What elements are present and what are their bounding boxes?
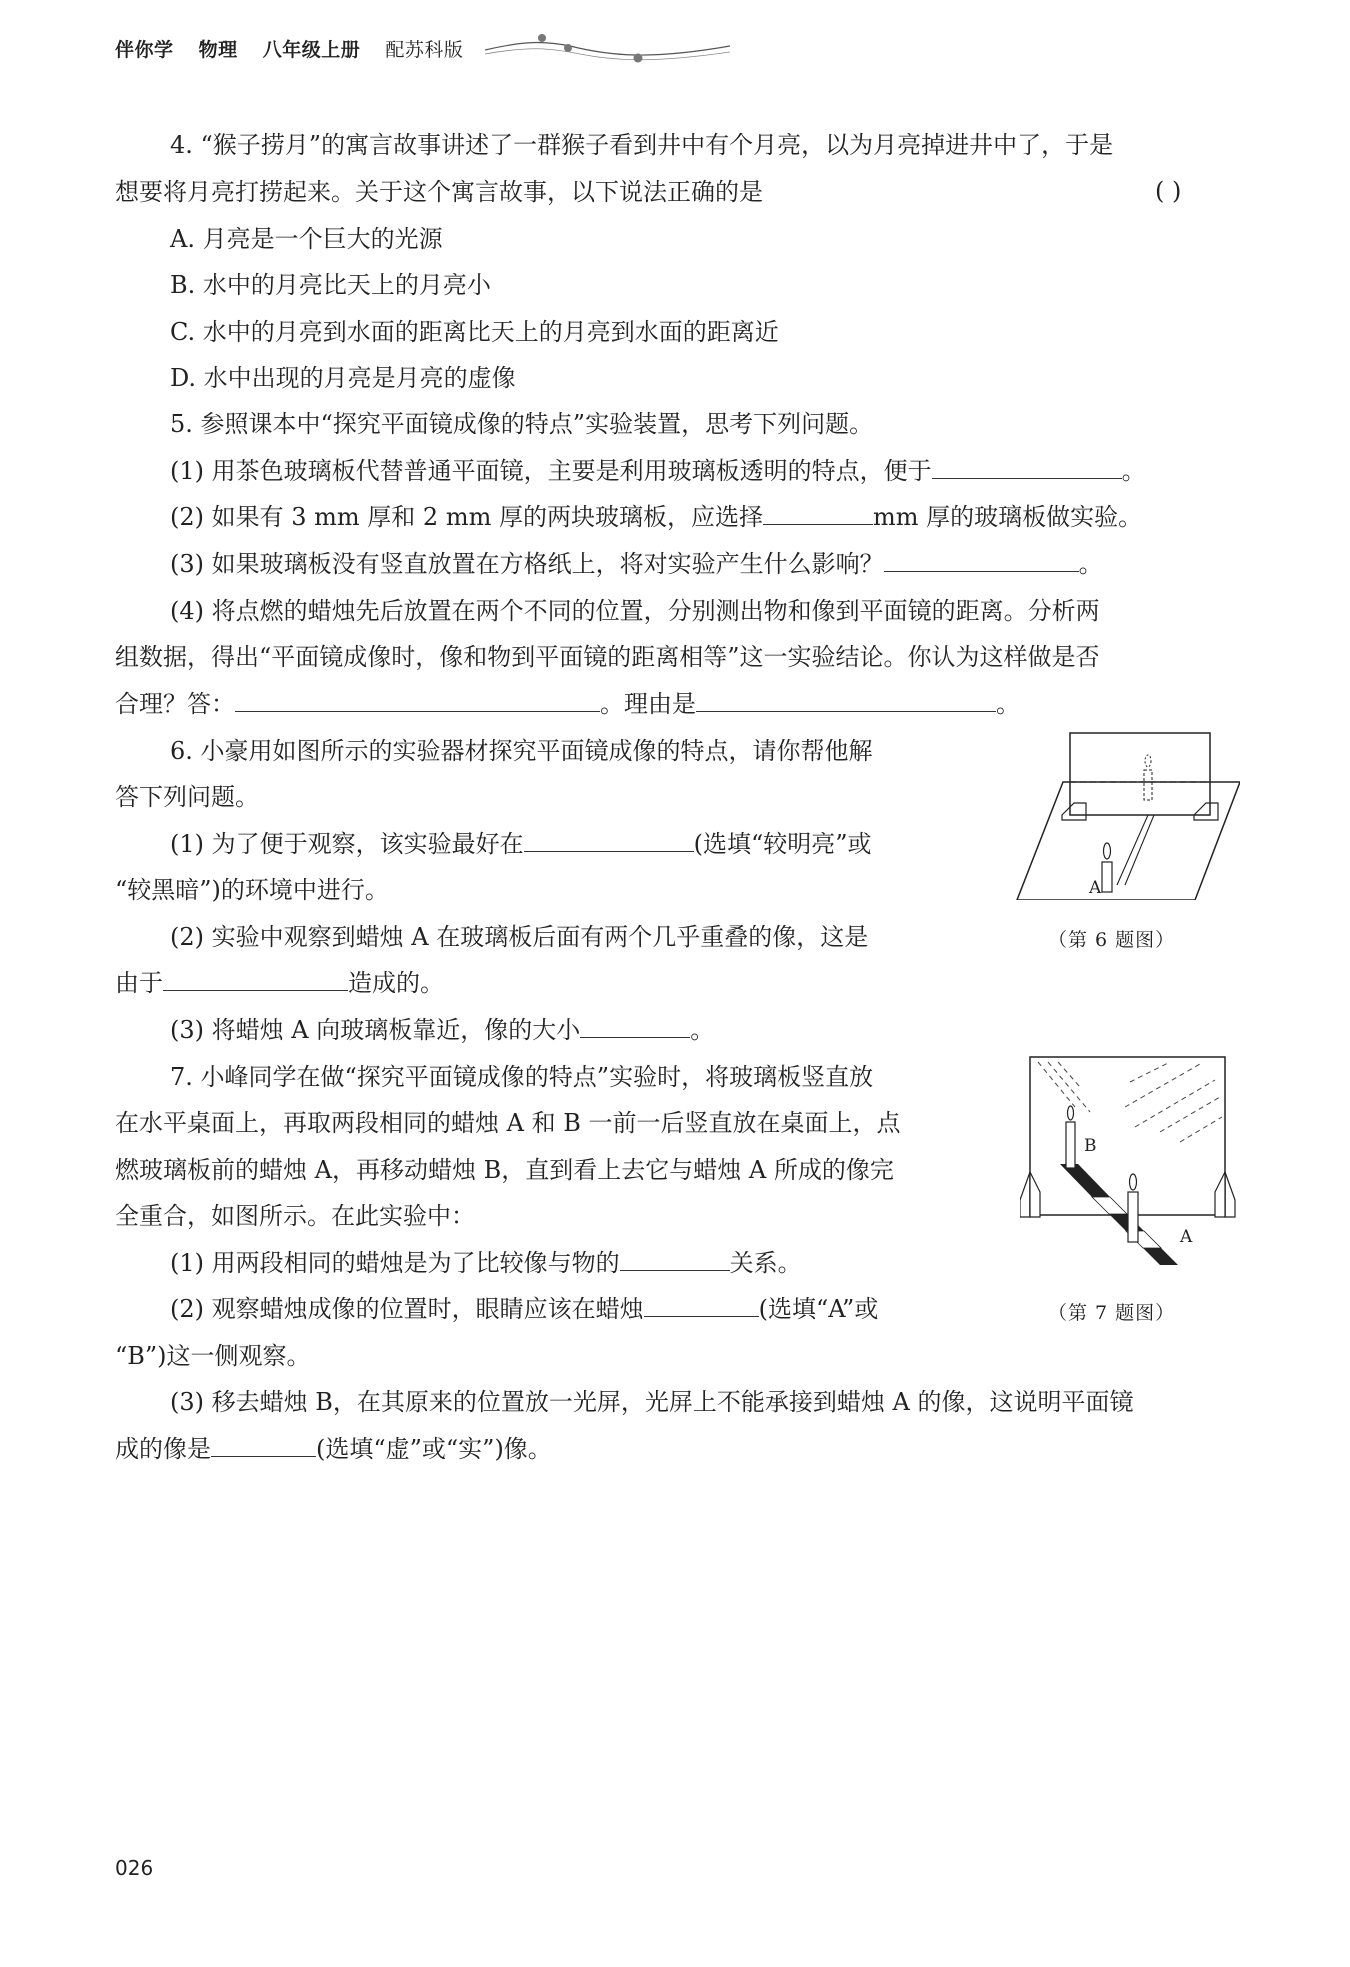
- q6-part2-line1: (2) 实验中观察到蜡烛 A 在玻璃板后面有两个几乎重叠的像，这是: [170, 923, 869, 951]
- q5-part4-answer-label: 合理？答：: [115, 690, 235, 718]
- q5-part2-text-b: mm 厚的玻璃板做实验。: [872, 503, 1143, 531]
- figure-7-caption: （第 7 题图）: [1048, 1302, 1176, 1324]
- q7-part2-line2: “B”)这一侧观察。: [115, 1342, 311, 1370]
- q5-part4-line1: (4) 将点燃的蜡烛先后放置在两个不同的位置，分别测出物和像到平面镜的距离。分析两: [170, 597, 1100, 625]
- q4-option-d: D. 水中出现的月亮是月亮的虚像: [170, 364, 516, 392]
- figure-7-diagram: [1020, 1052, 1250, 1277]
- figure-6-label-a: A: [1089, 878, 1102, 898]
- q4-option-b: B. 水中的月亮比天上的月亮小: [170, 271, 491, 299]
- q5-part4-reason-label: 。理由是: [600, 690, 696, 718]
- q4-answer-paren[interactable]: ( ): [1155, 177, 1182, 205]
- figure-7-label-b: B: [1084, 1136, 1097, 1156]
- q7-stem-line1: 7. 小峰同学在做“探究平面镜成像的特点”实验时，将玻璃板竖直放: [170, 1063, 874, 1091]
- q7-part2-text-a: (2) 观察蜡烛成像的位置时，眼睛应该在蜡烛: [170, 1295, 644, 1323]
- q7-part1-text-b: 关系。: [729, 1249, 802, 1277]
- header-grade: 八年级上册: [262, 39, 361, 61]
- q5-part2: [170, 502, 1142, 532]
- q4-option-c: C. 水中的月亮到水面的距离比天上的月亮到水面的距离近: [170, 318, 779, 346]
- q5-part3-end: 。: [1078, 550, 1103, 578]
- q7-part1: [170, 1248, 802, 1278]
- q7-part2-blank[interactable]: [644, 1294, 759, 1317]
- q7-part1-blank[interactable]: [620, 1248, 730, 1271]
- q6-part2-blank[interactable]: [163, 968, 348, 991]
- q4-stem-line2: 想要将月亮打捞起来。关于这个寓言故事，以下说法正确的是: [115, 178, 763, 206]
- page-number: 026: [115, 1856, 154, 1880]
- q6-part1-text-a: (1) 为了便于观察，该实验最好在: [170, 830, 524, 858]
- q5-part4-answer-blank[interactable]: [235, 689, 600, 712]
- q6-part2-text-b: 造成的。: [348, 969, 444, 997]
- q6-stem-line2: 答下列问题。: [115, 783, 259, 811]
- q7-stem-line2: 在水平桌面上，再取两段相同的蜡烛 A 和 B 一前一后竖直放在桌面上，点: [115, 1109, 901, 1137]
- q7-stem-line4: 全重合，如图所示。在此实验中：: [115, 1202, 475, 1230]
- q6-part2-text-a: 由于: [115, 969, 163, 997]
- q5-part1: [170, 456, 1146, 486]
- figure-6-diagram: [1015, 725, 1240, 900]
- q5-part1-end: 。: [1121, 457, 1146, 485]
- q7-part2-line1: [170, 1294, 878, 1324]
- header-edition: 配苏科版: [385, 39, 464, 61]
- figure-6-caption: （第 6 题图）: [1048, 929, 1176, 951]
- q4-option-a: A. 月亮是一个巨大的光源: [170, 225, 443, 253]
- q7-part2-text-b: (选填“A”或: [758, 1295, 879, 1323]
- q6-stem-line1: 6. 小豪用如图所示的实验器材探究平面镜成像的特点，请你帮他解: [170, 737, 873, 765]
- q5-part3-blank[interactable]: [884, 549, 1079, 572]
- q7-part3-text-a: 成的像是: [115, 1435, 211, 1463]
- header-subject: 物理: [198, 39, 238, 61]
- q5-part4-line3: [115, 689, 1020, 719]
- q6-part3-text: (3) 将蜡烛 A 向玻璃板靠近，像的大小: [170, 1016, 581, 1044]
- q5-part4-line2: 组数据，得出“平面镜成像时，像和物到平面镜的距离相等”这一实验结论。你认为这样做是否: [115, 643, 1100, 671]
- q7-part3-line2: [115, 1434, 552, 1464]
- q5-part2-text-a: (2) 如果有 3 mm 厚和 2 mm 厚的两块玻璃板，应选择: [170, 503, 763, 531]
- header-decoration: [480, 28, 740, 68]
- q7-part3-blank[interactable]: [211, 1434, 316, 1457]
- q6-part1-blank[interactable]: [524, 829, 694, 852]
- q7-stem-line3: 燃玻璃板前的蜡烛 A，再移动蜡烛 B，直到看上去它与蜡烛 A 所成的像完: [115, 1156, 894, 1184]
- q5-part4-reason-blank[interactable]: [696, 689, 996, 712]
- q6-part1-line1: [170, 829, 872, 859]
- q7-part3-line1: (3) 移去蜡烛 B，在其原来的位置放一光屏，光屏上不能承接到蜡烛 A 的像，这说明平面镜: [170, 1388, 1134, 1416]
- page-header: [115, 35, 481, 62]
- q7-part3-text-b: (选填“虚”或“实”)像。: [316, 1435, 552, 1463]
- q5-part3-text: (3) 如果玻璃板没有竖直放置在方格纸上，将对实验产生什么影响？: [170, 550, 884, 578]
- q5-part4-end: 。: [996, 690, 1020, 718]
- q5-part1-text: (1) 用茶色玻璃板代替普通平面镜，主要是利用玻璃板透明的特点，便于: [170, 457, 932, 485]
- q6-part3: [170, 1015, 714, 1045]
- q4-stem-line1: 4. “猴子捞月”的寓言故事讲述了一群猴子看到井中有个月亮，以为月亮掉进井中了，于是: [170, 131, 1114, 159]
- q5-part3: [170, 549, 1103, 579]
- q5-stem: 5. 参照课本中“探究平面镜成像的特点”实验装置，思考下列问题。: [170, 410, 874, 438]
- q5-part2-blank[interactable]: [763, 502, 873, 525]
- q6-part2-line2: [115, 968, 444, 998]
- header-series: 伴你学: [115, 39, 174, 61]
- q5-part1-blank[interactable]: [932, 456, 1122, 479]
- q6-part1-text-b: (选填“较明亮”或: [693, 830, 872, 858]
- figure-7-label-a: A: [1180, 1227, 1193, 1247]
- q7-part1-text-a: (1) 用两段相同的蜡烛是为了比较像与物的: [170, 1249, 620, 1277]
- q6-part1-line2: “较黑暗”)的环境中进行。: [115, 876, 389, 904]
- q6-part3-end: 。: [690, 1016, 715, 1044]
- q6-part3-blank[interactable]: [580, 1015, 690, 1038]
